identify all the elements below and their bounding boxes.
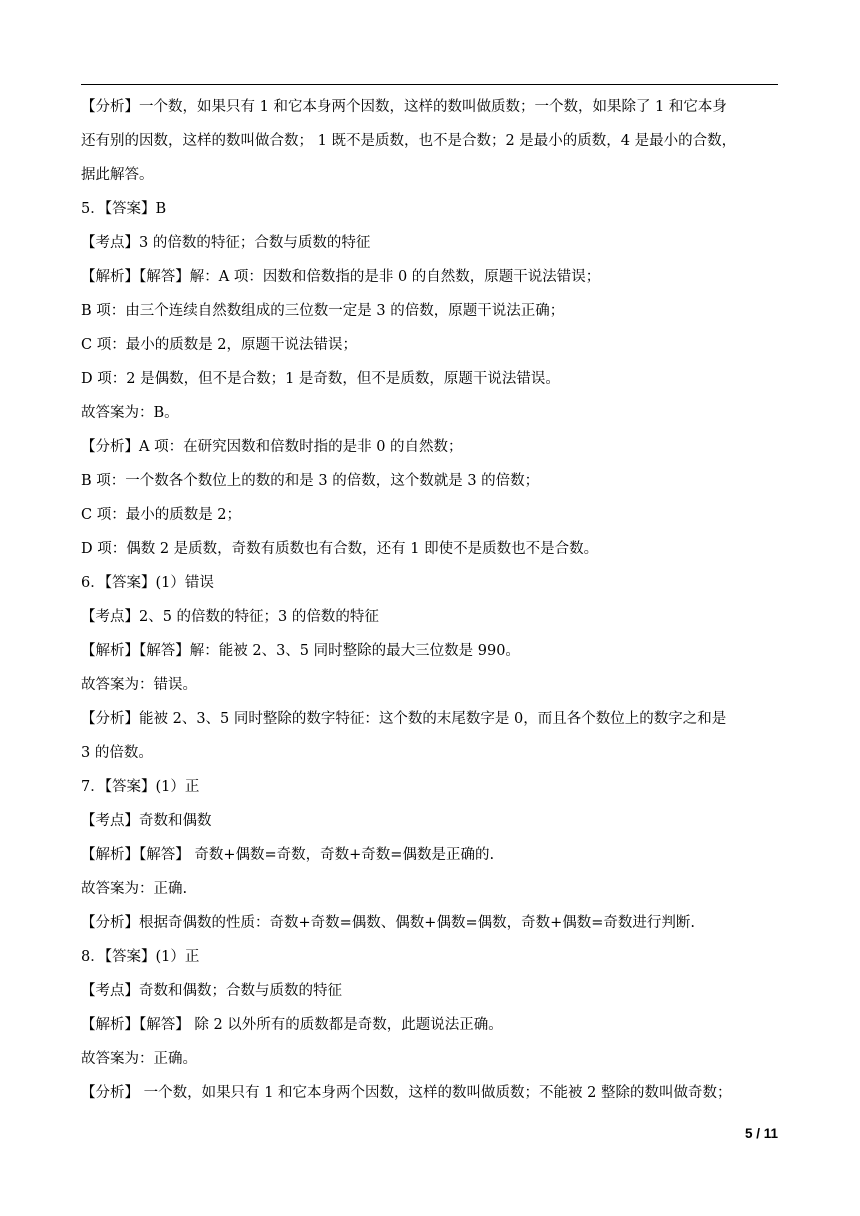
text-line: 故答案为：正确. <box>81 881 188 897</box>
text-line: 据此解答。 <box>81 167 154 183</box>
text-line: 【分析】根据奇偶数的性质：奇数+奇数=偶数、偶数+偶数=偶数，奇数+偶数=奇数进行判断. <box>81 915 696 931</box>
text-line: 【解析】【解答】解：A 项：因数和倍数指的是非 0 的自然数，原题干说法错误； <box>81 269 601 285</box>
document-body <box>81 90 778 1110</box>
page-number: 5 / 11 <box>744 1126 778 1141</box>
text-line: 【分析】A 项：在研究因数和倍数时指的是非 0 的自然数； <box>81 439 463 455</box>
text-line: 【分析】 一个数，如果只有 1 和它本身两个因数，这样的数叫做质数；不能被 2 整除的数叫做奇数； <box>81 1085 732 1101</box>
text-line: B 项：由三个连续自然数组成的三位数一定是 3 的倍数，原题干说法正确； <box>81 303 565 319</box>
text-line: 故答案为：错误。 <box>81 677 197 693</box>
answer-heading-8: 8．【答案】(1）正 <box>81 949 200 965</box>
text-line: 故答案为：正确。 <box>81 1051 197 1067</box>
text-line: 还有别的因数，这样的数叫做合数； 1 既不是质数，也不是合数；2 是最小的质数，4 是最小的合数， <box>81 133 737 149</box>
text-line: D 项：2 是偶数，但不是合数；1 是奇数，但不是质数，原题干说法错误。 <box>81 371 560 387</box>
text-line: 【解析】【解答】 除 2 以外所有的质数都是奇数，此题说法正确。 <box>81 1017 503 1033</box>
header-rule <box>81 84 778 85</box>
text-line: 故答案为：B。 <box>81 405 179 421</box>
text-line: C 项：最小的质数是 2； <box>81 507 242 523</box>
text-line: 【分析】能被 2、3、5 同时整除的数字特征：这个数的末尾数字是 0，而且各个数位上的数字之和是 <box>81 711 727 727</box>
text-line: 【考点】奇数和偶数；合数与质数的特征 <box>81 983 342 999</box>
answer-heading-7: 7．【答案】(1）正 <box>81 779 200 795</box>
answer-heading-6: 6．【答案】(1）错误 <box>81 575 214 591</box>
text-line: 【分析】一个数，如果只有 1 和它本身两个因数，这样的数叫做质数；一个数，如果除了 1 和它本身 <box>81 99 727 115</box>
text-line: 3 的倍数。 <box>81 745 153 761</box>
text-line: 【考点】奇数和偶数 <box>81 813 212 829</box>
text-line: C 项：最小的质数是 2，原题干说法错误； <box>81 337 358 353</box>
text-line: 【考点】3 的倍数的特征；合数与质数的特征 <box>81 235 371 251</box>
answer-heading-5: 5．【答案】B <box>81 201 167 217</box>
text-line: B 项：一个数各个数位上的数的和是 3 的倍数，这个数就是 3 的倍数； <box>81 473 540 489</box>
text-line: 【解析】【解答】解：能被 2、3、5 同时整除的最大三位数是 990。 <box>81 643 520 659</box>
text-line: D 项：偶数 2 是质数，奇数有质数也有合数，还有 1 即使不是质数也不是合数。 <box>81 541 599 557</box>
text-line: 【考点】2、5 的倍数的特征；3 的倍数的特征 <box>81 609 379 625</box>
text-line: 【解析】【解答】 奇数+偶数=奇数，奇数+奇数=偶数是正确的. <box>81 847 495 863</box>
